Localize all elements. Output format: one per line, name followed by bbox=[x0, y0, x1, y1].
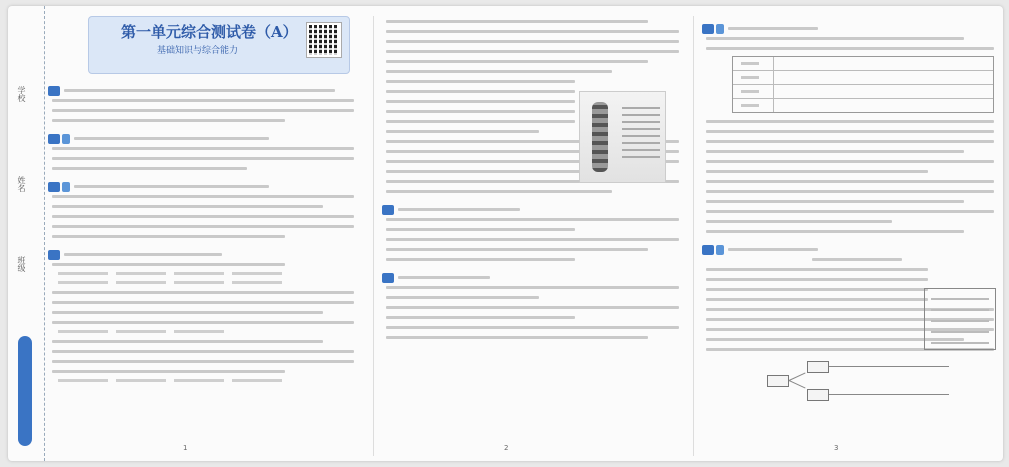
test-paper bbox=[8, 6, 1003, 461]
section-tag bbox=[716, 245, 724, 255]
section-number-icon bbox=[48, 250, 60, 260]
page-number-3: 3 bbox=[834, 444, 839, 452]
column-3 bbox=[693, 16, 1002, 456]
title-banner bbox=[88, 16, 350, 74]
diagram-root-box bbox=[767, 375, 789, 387]
page-title: 第一单元综合测试卷（A） bbox=[121, 23, 298, 41]
section-6-heading bbox=[382, 267, 687, 279]
section-1-heading bbox=[48, 80, 363, 92]
section-number-icon bbox=[382, 273, 394, 283]
column-1 bbox=[48, 16, 363, 456]
diagram-node-box bbox=[807, 361, 829, 373]
section-number-icon bbox=[702, 24, 714, 34]
qr-code-icon bbox=[307, 23, 341, 57]
margin-tab bbox=[18, 336, 32, 446]
section-5-heading bbox=[382, 199, 687, 211]
answer-table bbox=[732, 56, 994, 113]
choice-options bbox=[58, 330, 363, 333]
diagram-connector bbox=[789, 372, 806, 381]
section-4-heading bbox=[48, 244, 363, 256]
section-7-heading bbox=[702, 18, 1002, 30]
column-2 bbox=[373, 16, 687, 456]
section-number-icon bbox=[48, 134, 60, 144]
poem-text bbox=[622, 102, 660, 158]
margin-label-class: 班级 bbox=[17, 256, 26, 272]
page-subtitle: 基础知识与综合能力 bbox=[157, 46, 239, 56]
diagram-answer-line bbox=[829, 366, 949, 367]
bamboo-illustration bbox=[579, 91, 666, 183]
structure-diagram bbox=[767, 361, 1002, 401]
section-tag bbox=[62, 182, 70, 192]
section-number-icon bbox=[702, 245, 714, 255]
section-2-heading bbox=[48, 128, 363, 140]
choice-options bbox=[58, 379, 363, 382]
diagram-answer-line bbox=[829, 394, 949, 395]
choice-options bbox=[58, 281, 363, 284]
diagram-node-box bbox=[807, 389, 829, 401]
page-number-1: 1 bbox=[183, 444, 188, 452]
section-number-icon bbox=[382, 205, 394, 215]
section-tag bbox=[716, 24, 724, 34]
section-8-heading bbox=[702, 239, 1002, 251]
margin-label-school: 学校 bbox=[17, 86, 26, 102]
section-3-heading bbox=[48, 176, 363, 188]
reading-answer-box bbox=[924, 288, 996, 350]
diagram-connector bbox=[789, 380, 806, 389]
section-number-icon bbox=[48, 86, 60, 96]
section-number-icon bbox=[48, 182, 60, 192]
page-number-2: 2 bbox=[504, 444, 509, 452]
binding-margin bbox=[8, 6, 45, 461]
section-tag bbox=[62, 134, 70, 144]
margin-label-name: 姓名 bbox=[17, 176, 26, 192]
choice-options bbox=[58, 272, 363, 275]
